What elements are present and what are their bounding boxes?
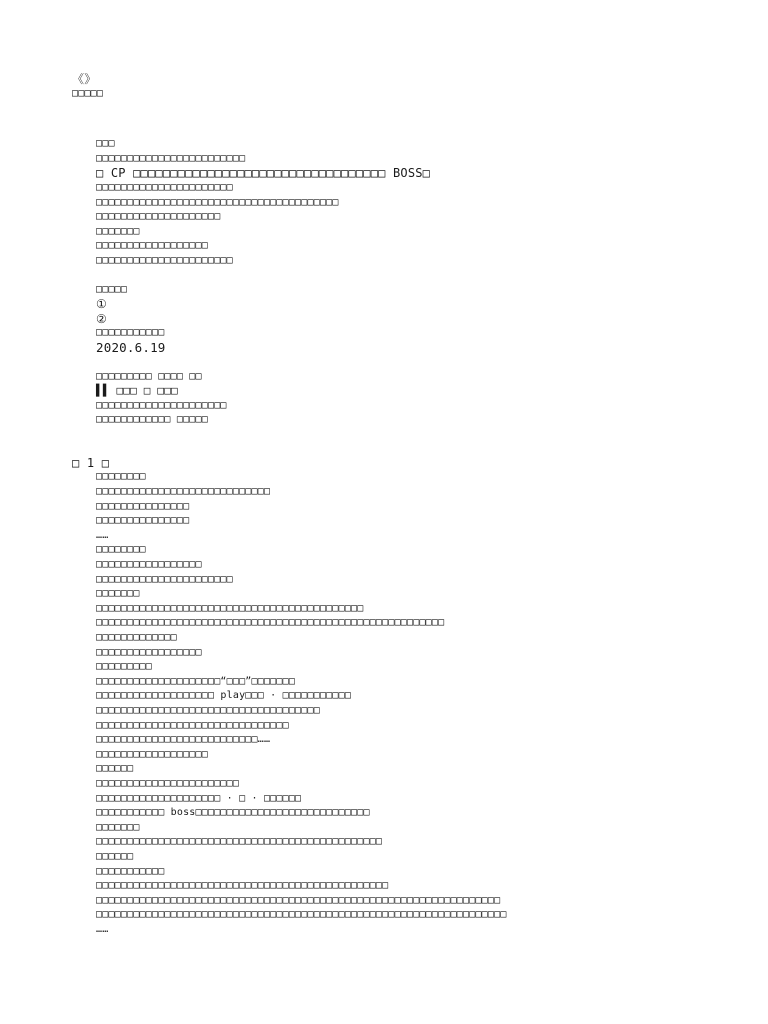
chapter-heading: □ 1 □ <box>72 455 110 470</box>
notes-date: 2020.6.19 <box>96 339 166 355</box>
chapter-line: □□□□□□□□□ <box>96 661 152 673</box>
notes-item: ① <box>96 297 107 312</box>
intro-line: □□□□□□□□□□□□□□□□□□□□□□□□ <box>96 152 246 164</box>
chapter-line: □□□□□□□□□□□□□□□□□□□□□□□□□□□□ <box>96 486 271 498</box>
intro-line: □□□□□□□□□□□□□□□□□□ <box>96 240 208 252</box>
pause-status-line: ▌▌ □□□ □ □□□ <box>96 384 178 398</box>
chapter-line: □□□□□□□□□□□□□□□ <box>96 515 190 527</box>
chapter-line: □□□□□□□□□□□□□□□□□□□□□□ <box>96 573 233 585</box>
chapter-line: □□□□□□□□□□□□□□□ <box>96 500 190 512</box>
notes-item: ② <box>96 311 107 326</box>
chapter-line: □□□□□□□□□□□□□□□□□□□□□□□□□□□□□□□□□□□□□□□□□□□ <box>96 602 364 614</box>
chapter-line: □□□□□□□□□□□ boss□□□□□□□□□□□□□□□□□□□□□□□□□□□□ <box>96 807 370 819</box>
chapter-line: …… <box>96 529 109 541</box>
chapter-line: □□□□□□ <box>96 763 134 775</box>
intro-line: □□□□□□□□□□□□□□□□□□□□□□ <box>96 254 233 266</box>
status-section <box>0 370 768 428</box>
intro-line: □□□□□□□□□□□□□□□□□□□□□□□□□□□□□□□□□□□□□□□ <box>96 196 339 208</box>
chapter-line: □□□□□□□□□□□□□□□□□□□ play□□□ · □□□□□□□□□□□ <box>96 690 352 702</box>
chapter-line: □□□□□□ <box>96 850 134 862</box>
spacer <box>0 356 768 370</box>
notes-section <box>0 283 768 356</box>
chapter-line: □□□□□□□□□□□□□□□□□□□□□□□□□□□□□□□□□□□□□□□□□□□□□□□□□□□□□□□□ <box>96 617 445 629</box>
chapter-line: □□□□□□□□ <box>96 544 146 556</box>
status-line: □□□□□□□□□ □□□□ □□ <box>96 370 202 382</box>
chapter-line: □□□□□□□□□□□□□□□□□□□□□□□ <box>96 777 240 789</box>
intro-line: □□□□□□□□□□□□□□□□□□□□ <box>96 211 221 223</box>
chapter-line: □□□□□□□□□□□□□□□□□□□□□□□□□□□□□□□□□□□□□□□□□□□□□□□ <box>96 880 389 892</box>
status-line: □□□□□□□□□□□□ □□□□□ <box>96 414 208 426</box>
intro-line: □ CP □□□□□□□□□□□□□□□□□□□□□□□□□□□□□□□□□□ BOSS□ <box>96 166 431 181</box>
spacer <box>0 428 768 456</box>
chapter-line: □□□□□□□□ <box>96 471 146 483</box>
notes-line: □□□□□□□□□□□ <box>96 327 165 339</box>
chapter-line: □□□□□□□ <box>96 588 140 600</box>
chapter-line: □□□□□□□□□□□□□□□□□□□□“□□□”□□□□□□□ <box>96 675 296 687</box>
intro-line: □□□□□□□ <box>96 225 140 237</box>
spacer <box>0 101 768 137</box>
chapter-line: □□□□□□□□□□□□□□□□□□ <box>96 748 208 760</box>
chapter-line: □□□□□□□□□□□□□□□□□□□□□□□□□□…… <box>96 734 271 746</box>
chapter-line: □□□□□□□□□□□□□□□□□□□□ · □ · □□□□□□ <box>96 792 302 804</box>
chapter-line: □□□□□□□□□□□□□□□□□□□□□□□□□□□□□□□□□□□□□□□□□□□□□□□□□□□□□□□□□□□□□□□□□□ <box>96 909 507 921</box>
notes-label: □□□□□ <box>96 283 128 295</box>
chapter-body <box>0 470 768 937</box>
chapter-line: …… <box>96 923 109 935</box>
intro-section <box>0 137 768 268</box>
chapter-line: □□□□□□□□□□□□□□□□□ <box>96 646 202 658</box>
chapter-line: □□□□□□□ <box>96 821 140 833</box>
chapter-line: □□□□□□□□□□□□□ <box>96 632 177 643</box>
chapter-line: □□□□□□□□□□□□□□□□□□□□□□□□□□□□□□□ <box>96 719 289 731</box>
chapter-line: □□□□□□□□□□□□□□□□□□□□□□□□□□□□□□□□□□□□□□□□□□□□□□□□□□□□□□□□□□□□□□□□□ <box>96 894 501 906</box>
document-body <box>0 72 768 937</box>
intro-line: □□□□□□□□□□□□□□□□□□□□□□ <box>96 181 233 193</box>
chapter-line: □□□□□□□□□□□□□□□□□ <box>96 559 202 571</box>
document-subtitle: □□□□□ <box>72 87 104 99</box>
intro-line: □□□ <box>96 138 115 150</box>
status-line: □□□□□□□□□□□□□□□□□□□□□ <box>96 399 227 411</box>
chapter-line: □□□□□□□□□□□□□□□□□□□□□□□□□□□□□□□□□□□□□□□□□□□□□□ <box>96 836 383 848</box>
chapter-line: □□□□□□□□□□□□□□□□□□□□□□□□□□□□□□□□□□□□ <box>96 704 320 716</box>
spacer <box>0 269 768 283</box>
document-title: 《》 <box>72 72 97 86</box>
chapter-line: □□□□□□□□□□□ <box>96 865 165 877</box>
